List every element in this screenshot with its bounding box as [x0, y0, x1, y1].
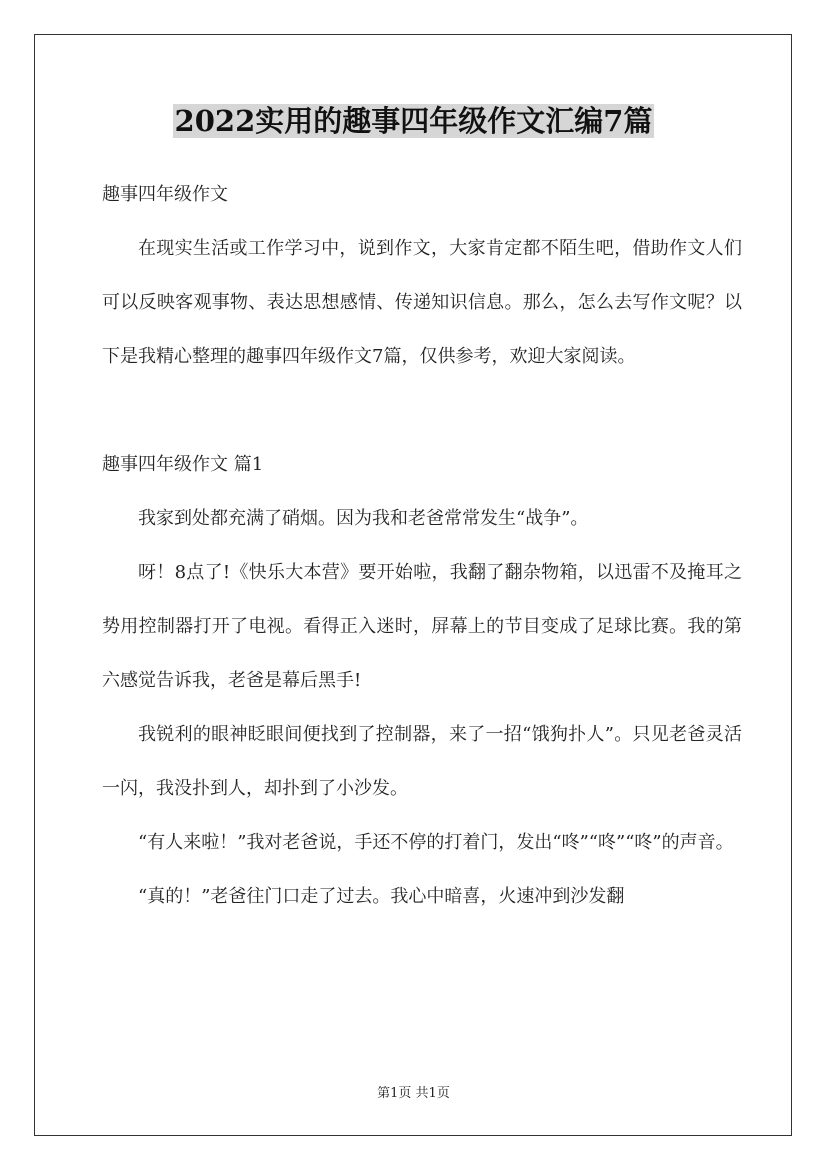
intro-heading: 趣事四年级作文 — [102, 184, 228, 205]
document-title — [0, 100, 827, 142]
body-paragraph: 呀！8点了!《快乐大本营》要开始啦，我翻了翻杂物箱，以迅雷不及掩耳之势用控制器打开了电视。看得正入迷时，屏幕上的节目变成了足球比赛。我的第六感觉告诉我，老爸是幕后黑手! — [102, 562, 742, 691]
document-title-text: 2022实用的趣事四年级作文汇编7篇 — [174, 104, 653, 138]
body-paragraph: “有人来啦！”我对老爸说，手还不停的打着门，发出“咚”“咚”“咚”的声音。 — [138, 832, 734, 853]
page-footer — [0, 1082, 827, 1101]
page-number: 第1页 共1页 — [377, 1086, 450, 1101]
section-spacer — [102, 384, 742, 438]
body-paragraph: 我家到处都充满了硝烟。因为我和老爸常常发生“战争”。 — [138, 508, 589, 529]
section-heading: 趣事四年级作文 篇1 — [102, 454, 264, 475]
intro-paragraph: 在现实生活或工作学习中，说到作文，大家肯定都不陌生吧，借助作文人们可以反映客观事物、表达思想感情、传递知识信息。那么，怎么去写作文呢？以下是我精心整理的趣事四年级作文7篇，仅供参考，欢迎大家阅读。 — [102, 238, 742, 367]
body-paragraph: “真的！”老爸往门口走了过去。我心中暗喜，火速冲到沙发翻 — [138, 886, 625, 907]
document-body — [102, 168, 742, 924]
body-paragraph: 我锐利的眼神眨眼间便找到了控制器，来了一招“饿狗扑人”。只见老爸灵活一闪，我没扑到人，却扑到了小沙发。 — [102, 724, 742, 799]
